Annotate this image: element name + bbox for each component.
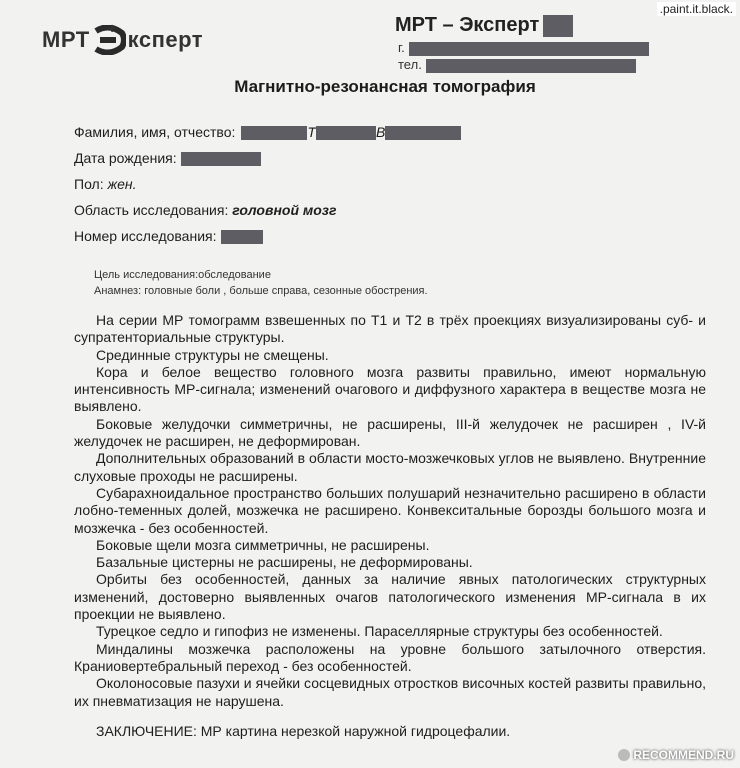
tel-label: тел. — [398, 57, 422, 72]
redaction — [543, 15, 573, 37]
document-title: Магнитно-резонансная томография — [234, 77, 536, 96]
study-area-row — [74, 202, 336, 218]
number-label: Номер исследования: — [74, 228, 217, 244]
clinic-logo — [42, 20, 242, 60]
study-purpose: Цель исследования:обследование — [94, 269, 271, 281]
redaction — [316, 126, 376, 140]
sex-row — [74, 176, 137, 192]
logo-text-right: ксперт — [127, 27, 204, 52]
logo-text-left: МРТ — [42, 27, 90, 52]
watermark-top: .paint.it.black. — [657, 2, 736, 16]
report-paragraph: Турецкое седло и гипофиз не изменены. Параселлярные структуры без особенностей. — [96, 623, 663, 640]
area-label: Область исследования: — [74, 202, 229, 218]
patient-name-row — [74, 124, 461, 140]
sex-label: Пол: — [74, 176, 104, 192]
redaction — [241, 126, 307, 140]
city-label: г. — [398, 40, 405, 55]
report-paragraph: Субарахноидальное пространство больших полушарий незначительно расширено в области лобно-теменных долей, мозжечка не расширено. Конвекситальные борозды большого мозга и мозжечка - без особенностей. — [74, 484, 706, 536]
area-value: головной мозг — [232, 202, 337, 218]
watermark-bottom-text: RECOMMEND.RU — [633, 748, 734, 762]
recommend-logo-icon — [618, 749, 630, 761]
redaction — [426, 59, 636, 73]
report-paragraph: Боковые желудочки симметричны, не расширены, III-й желудочек не расширен , IV-й желудочек не расширен, не деформирован. — [74, 415, 706, 450]
redaction — [221, 230, 263, 244]
report-paragraph: Околоносовые пазухи и ячейки сосцевидных отростков височных костей развиты правильно, их пневматизация не нарушена. — [74, 675, 706, 709]
study-number-row — [74, 228, 263, 244]
name-label: Фамилия, имя, отчество: — [74, 124, 236, 140]
redaction — [181, 152, 261, 166]
name-initial-1: Т — [307, 124, 316, 140]
conclusion: ЗАКЛЮЧЕНИЕ: МР картина нерезкой наружной гидроцефалии. — [96, 723, 511, 739]
logo-plus: + — [108, 20, 117, 36]
report-paragraph: Миндалины мозжечка расположены на уровне большого затылочного отверстия. Краниовертебральный переход - без особенностей. — [74, 640, 706, 674]
redaction — [385, 126, 461, 140]
clinic-name-text: МРТ – Эксперт — [395, 14, 540, 36]
birth-label: Дата рождения: — [74, 150, 177, 166]
watermark-bottom — [618, 748, 734, 762]
report-paragraph: Боковые щели мозга симметричны, не расширены. — [96, 536, 430, 553]
birth-date-row — [74, 150, 261, 166]
clinic-name — [395, 14, 573, 37]
report-paragraph: Дополнительных образований в области мосто-мозжечковых углов не выявлено. Внутренние слуховые проходы не расширены. — [74, 450, 706, 484]
report-paragraph: Срединные структуры не смещены. — [96, 346, 329, 363]
clinic-phone — [398, 57, 636, 73]
name-initial-2: В — [375, 124, 386, 140]
redaction — [409, 42, 649, 56]
report-paragraph: На серии МР томограмм взвешенных по Т1 и Т2 в трёх проекциях визуализированы суб- и супратенториальные структуры. — [74, 312, 706, 346]
report-body — [74, 312, 706, 710]
clinic-city — [398, 40, 649, 56]
report-paragraph: Кора и белое вещество головного мозга развиты правильно, имеют нормальную интенсивность МР-сигнала; изменений очагового и диффузного характера в веществе мозга не выявлено. — [74, 363, 706, 415]
report-paragraph: Базальные цистерны не расширены, не деформированы. — [96, 554, 473, 571]
report-paragraph: Орбиты без особенностей, данных за наличие явных патологических структурных изменений, достоверно выявленных очагов патологического изменения МР-сигнала в их проекции не выявлено. — [74, 571, 706, 623]
sex-value: жен. — [107, 176, 137, 192]
anamnesis: Анамнез: головные боли , больше справа, сезонные обострения. — [94, 285, 428, 297]
